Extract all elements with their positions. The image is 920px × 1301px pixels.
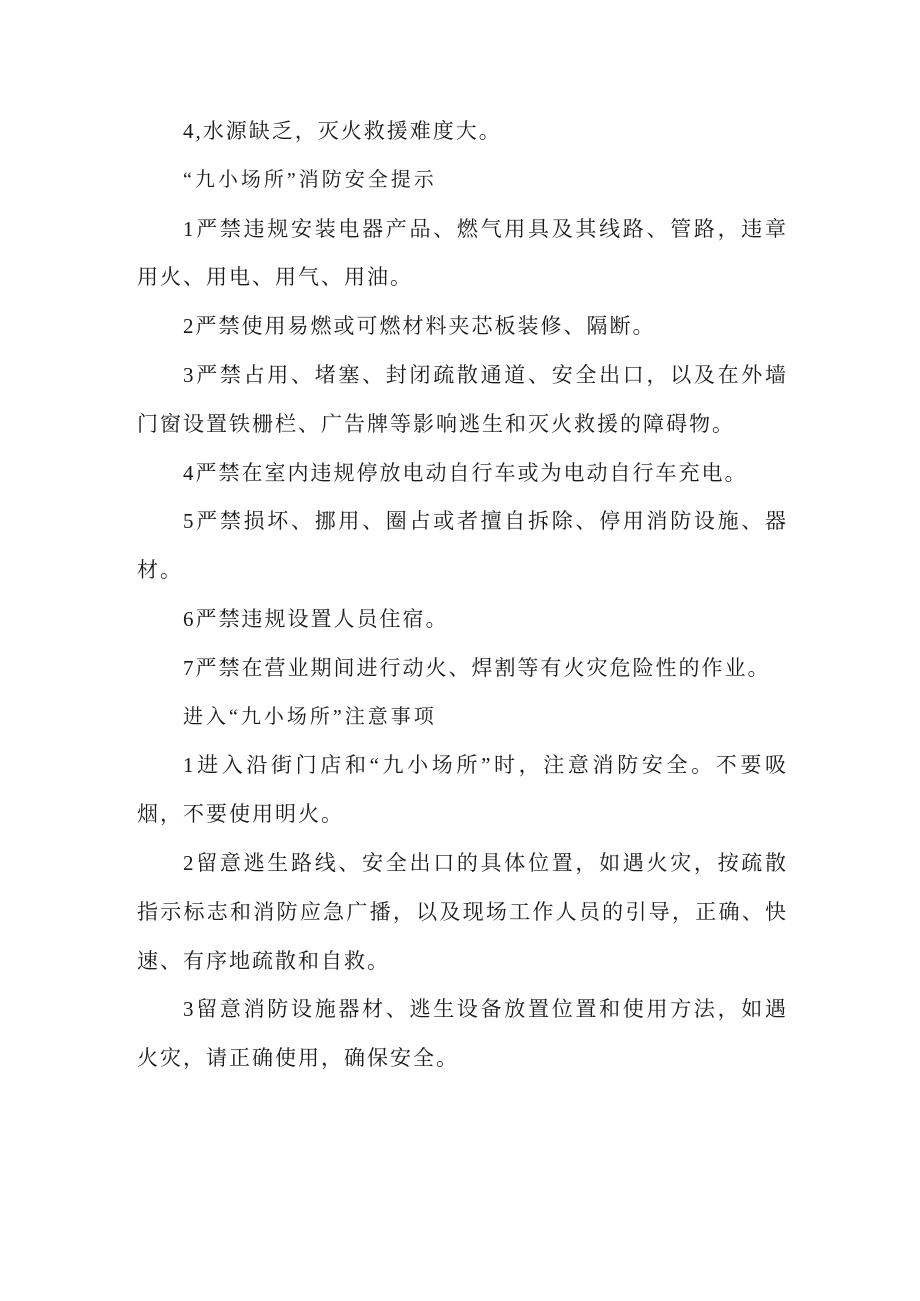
list-item <box>137 497 788 595</box>
paragraph <box>137 107 788 156</box>
text-line: 7严禁在营业期间进行动火、焊割等有火灾危险性的作业。 <box>183 655 771 680</box>
safety-tips-section <box>137 156 788 693</box>
list-item <box>137 839 788 985</box>
text-line: 3严禁占用、堵塞、封闭疏散通道、安全出口，以及在外墙 <box>183 362 788 387</box>
text-line: 6严禁违规设置人员住宿。 <box>183 606 449 631</box>
list-item <box>137 644 788 693</box>
text-line: 2留意逃生路线、安全出口的具体位置，如遇火灾，按疏散 <box>183 850 788 875</box>
text-line: 速、有序地疏散和自救。 <box>137 948 390 973</box>
text-line: 烟，不要使用明火。 <box>137 802 344 827</box>
list-item <box>137 595 788 644</box>
text-line: 材。 <box>137 558 183 583</box>
text-line: 5严禁损坏、挪用、圈占或者擅自拆除、停用消防设施、器 <box>183 509 788 534</box>
entry-notes-section <box>137 693 788 1083</box>
text-line: 火灾，请正确使用，确保安全。 <box>137 1046 459 1071</box>
text-line: 4,水源缺乏，灭火救援难度大。 <box>183 119 502 143</box>
list-item <box>137 302 788 351</box>
text-line: 1严禁违规安装电器产品、燃气用具及其线路、管路，违章 <box>183 216 788 241</box>
text-line: 指示标志和消防应急广播，以及现场工作人员的引导，正确、快 <box>137 899 788 924</box>
list-item <box>137 351 788 449</box>
list-item <box>137 741 788 839</box>
document-body <box>137 107 788 1083</box>
list-item <box>137 205 788 303</box>
list-item <box>137 449 788 498</box>
list-item <box>137 985 788 1083</box>
section-heading: 进入“九小场所”注意事项 <box>183 705 437 728</box>
text-line: 2严禁使用易燃或可燃材料夹芯板装修、隔断。 <box>183 314 656 339</box>
text-line: 1进入沿街门店和“九小场所”时，注意消防安全。不要吸 <box>183 753 788 778</box>
text-line: 门窗设置铁栅栏、广告牌等影响逃生和灭火救援的障碍物。 <box>137 411 735 436</box>
text-line: 3留意消防设施器材、逃生设备放置位置和使用方法，如遇 <box>183 997 788 1022</box>
text-line: 4严禁在室内违规停放电动自行车或为电动自行车充电。 <box>183 460 748 485</box>
section-heading: “九小场所”消防安全提示 <box>183 168 437 191</box>
text-line: 用火、用电、用气、用油。 <box>137 265 413 290</box>
